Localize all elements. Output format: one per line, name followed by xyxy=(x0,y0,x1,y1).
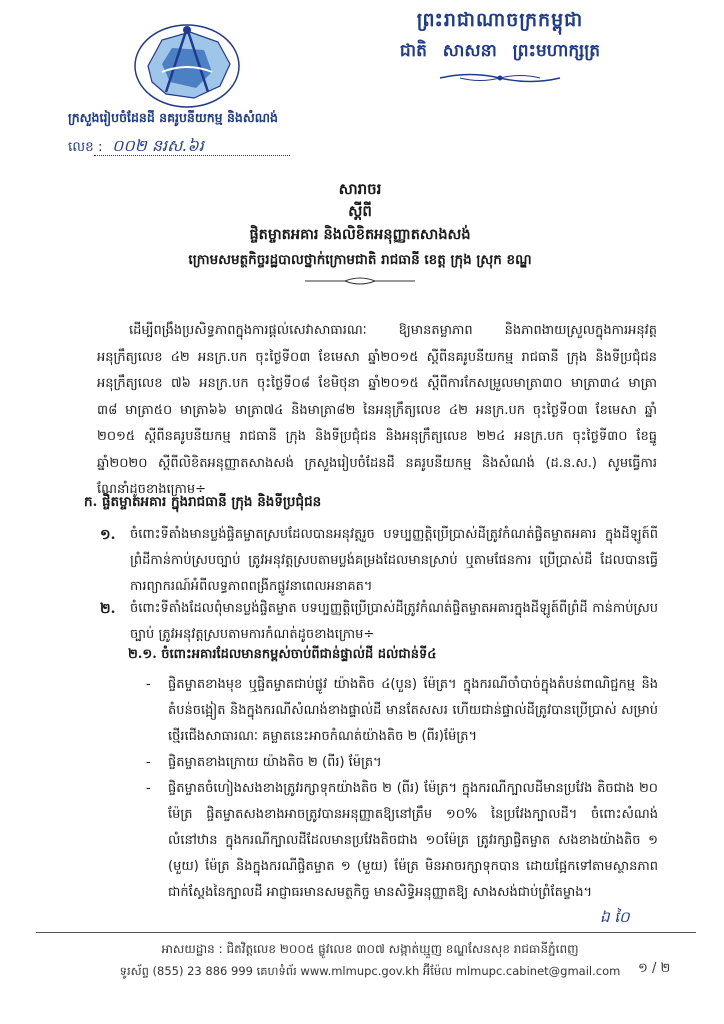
item-number: ២. xyxy=(100,601,116,617)
ref-value: ០០២ នរស.៦រ xyxy=(112,136,204,155)
ministry-name: ក្រសួងរៀបចំដែនដី នគរូបនីយកម្ម និងសំណង់ xyxy=(68,110,278,125)
footer-address: អាសយដ្ឋាន : ជិតវិត្តលេខ ២០០៥ ផ្លូវលេខ ៣០៧ សង្កាត់ឃ្មួញ ខណ្ឌសែនសុខ រាជធានីភ្នំពេញ xyxy=(161,942,579,956)
bullet-text: ផ្ចិតម្ចាតចំហៀងសងខាងត្រូវរក្សាទុកយ៉ាងតិច ២ (ពីរ) ម៉ែត្រ។ ក្នុងករណីក្បាលដីមានប្រវែង តិចជាង ២០ ម៉ែត្រ ផ្ចិតម្ចាតសងខាងអាចត្រូវបានអនុញ្ញាតឱ្យនៅត្រឹម ១០% នៃប្រវែងក្បាលដី។ ចំពោះសំណង់លំនៅឋាន ក្នុងករណីក្បាលដីដែលមានប្រវែងតិចជាង ១០ម៉ែត្រ ត្រូវរក្សាផ្ចិតម្ចាត សងខាងយ៉ាងតិច ១ (មួយ) ម៉ែត្រ និងក្នុងករណីផ្ចិតម្ចាត ១ (មួយ) ម៉ែត្រ មិនអាចរក្សាទុកបាន ដោយផ្អែកទៅតាមស្ថានភាពជាក់ស្តែងនៃក្បាលដី អាជ្ញាធរមានសមត្ថកិច្ច មានសិទ្ធិអនុញ្ញាតឱ្យ សាងសង់ជាប់ព្រំតែម្ខាង។ xyxy=(168,781,658,900)
item-text: ចំពោះទីតាំងមានប្លង់ផ្ចិតម្ចាតស្របដែលបានអនុវត្តរួច បទប្បញ្ញត្តិប្រើប្រាស់ដីត្រូវកំណត់ផ្ចិតម្ចាតអគារ ក្នុងដីឡូត៍ពីព្រំដីកាន់កាប់ស្របច្បាប់ ត្រូវអនុវត្តស្របតាមប្លង់គម្រងដែលមានស្រាប់ ឬតាមផែនការ ប្រើប្រាស់ដី ដែលបានធ្វើការព្យាករណ៍អំពីលទ្ធភាពពង្រីកផ្លូវនាពេលអនាគត។ xyxy=(130,527,658,594)
kingdom-title: ព្រះរាជាណាចក្រកម្ពុជា xyxy=(416,9,584,31)
title-circular: សារាចរ xyxy=(338,180,382,198)
title-regarding: ស្តីពី xyxy=(348,202,372,220)
kingdom-header xyxy=(280,8,720,85)
list-item xyxy=(100,522,658,600)
intro-paragraph: ដើម្បីពង្រឹងប្រសិទ្ធភាពក្នុងការផ្តល់សេវាសាធារណៈ ឱ្យមានតម្លាភាព និងភាពងាយស្រួលក្នុងការអនុវត្ត អនុក្រឹត្យលេខ ៤២ អនក្រ.បក ចុះថ្ងៃទី០៣ ខែមេសា ឆ្នាំ២០១៥ ស្តីពីនគរូបនីយកម្ម រាជធានី ក្រុង និងទីប្រជុំជន អនុក្រឹត្យលេខ ៧៦ អនក្រ.បក ចុះថ្ងៃទី០៨ ខែមិថុនា ឆ្នាំ២០១៥ ស្តីពីការកែសម្រួលមាត្រា៣០ មាត្រា៣៤ មាត្រា ៣៨ មាត្រា៥០ មាត្រា៦៦ មាត្រា៧៤ និងមាត្រា៨២ នៃអនុក្រឹត្យលេខ ៤២ អនក្រ.បក ចុះថ្ងៃទី០៣ ខែមេសា ឆ្នាំ ២០១៥ ស្តីពីនគរូបនីយកម្ម រាជធានី ក្រុង និងទីប្រជុំជន និងអនុក្រឹត្យលេខ ២២៤ អនក្រ.បក ចុះថ្ងៃទី៣០ ខែធ្នូ ឆ្នាំ២០២០ ស្តីពីលិខិតអនុញ្ញាតសាងសង់ ក្រសួងរៀបចំដែនដី នគរូបនីយកម្ម និងសំណង់ (ដ.ន.ស.) សូមធ្វើការណែនាំដូចខាងក្រោម÷ xyxy=(97,323,657,497)
bullet-text: ផ្ចិតម្ចាតខាងមុខ ឬផ្ចិតម្ចាតជាប់ផ្លូវ យ៉ាងតិច ៤(បួន) ម៉ែត្រ។ ក្នុងករណីចាំបាច់ក្នុងតំបន់ពាណិជ្ជកម្ម និងតំបន់ចង្អៀត និងក្នុងករណីសំណង់ខាងផ្ទាល់ដី មានតែសសរ ហើយជាន់ផ្ទាល់ដីត្រូវបានប្រើប្រាស់ សម្រាប់ថ្មើរជើងសាធារណៈ គម្លាតនេះអាចកំណត់យ៉ាងតិច ២ (ពីរ)ម៉ែត្រ។ xyxy=(168,677,658,744)
section-a-heading: ក. ផ្ចិតម្ចាតអគារ ក្នុងរាជធានី ក្រុង និងទីប្រជុំជន xyxy=(84,494,322,510)
footer-divider xyxy=(36,932,696,933)
ref-label: លេខ : xyxy=(68,139,103,155)
bullet-text: ផ្ចិតម្ចាតខាងក្រោយ យ៉ាងតិច ២ (ពីរ) ម៉ែត្រ។ xyxy=(168,755,382,770)
title-ornament xyxy=(305,276,415,286)
footer-contact: ទូរស័ព្ទ (855) 23 886 999 គេហទំព័រ www.mlmupc.gov.kh អ៊ីម៉ែល mlmupc.cabinet@gmail.com xyxy=(119,964,621,978)
ornament-divider xyxy=(430,71,570,85)
subsection-heading: ២.១. ចំពោះអគារដែលមានកម្ពស់ចាប់ពីជាន់ផ្ទាល់ដី ដល់ជាន់ទី៤ xyxy=(128,647,437,662)
list-item: - ផ្ចិតម្ចាតចំហៀងសងខាងត្រូវរក្សាទុកយ៉ាងតិច ២ (ពីរ) ម៉ែត្រ។ ក្នុងករណីក្បាលដីមានប្រវែង តិចជាង ២០ ម៉ែត្រ ផ្ចិតម្ចាតសងខាងអាចត្រូវបានអនុញ្ញាតឱ្យនៅត្រឹម ១០% នៃប្រវែងក្បាលដី។ ចំពោះសំណង់លំនៅឋាន ក្នុងករណីក្បាលដីដែលមានប្រវែងតិចជាង ១០ម៉ែត្រ ត្រូវរក្សាផ្ចិតម្ចាត សងខាងយ៉ាងតិច ១ (មួយ) ម៉ែត្រ និងក្នុងករណីផ្ចិតម្ចាត ១ (មួយ) ម៉ែត្រ មិនអាចរក្សាទុកបាន ដោយផ្អែកទៅតាមស្ថានភាពជាក់ស្តែងនៃក្បាលដី អាជ្ញាធរមានសមត្ថកិច្ច មានសិទ្ធិអនុញ្ញាតឱ្យ សាងសង់ជាប់ព្រំតែម្ខាង។ xyxy=(146,781,658,900)
title-subject: ផ្ចិតម្ចាតអគារ និងលិខិតអនុញ្ញាតសាងសង់ xyxy=(249,226,471,243)
list-item: - ផ្ចិតម្ចាតខាងមុខ ឬផ្ចិតម្ចាតជាប់ផ្លូវ យ៉ាងតិច ៤(បួន) ម៉ែត្រ។ ក្នុងករណីចាំបាច់ក្នុងតំបន់ពាណិជ្ជកម្ម និងតំបន់ចង្អៀត និងក្នុងករណីសំណង់ខាងផ្ទាល់ដី មានតែសសរ ហើយជាន់ផ្ទាល់ដីត្រូវបានប្រើប្រាស់ សម្រាប់ថ្មើរជើងសាធារណៈ គម្លាតនេះអាចកំណត់យ៉ាងតិច ២ (ពីរ)ម៉ែត្រ។ xyxy=(146,677,658,744)
page-number: ១ / ២ xyxy=(638,961,671,976)
handwritten-initials: ឯ ០ៃ xyxy=(600,908,630,926)
national-motto: ជាតិ សាសនា ព្រះមហាក្សត្រ xyxy=(399,41,601,61)
ministry-logo xyxy=(132,22,242,110)
item-text: ចំពោះទីតាំងដែលពុំមានប្លង់ផ្ចិតម្ចាត បទប្បញ្ញត្តិប្រើប្រាស់ដីត្រូវកំណត់ផ្ចិតម្ចាតអគារក្នុងដីឡូត៍ពីព្រំដី កាន់កាប់ស្របច្បាប់ ត្រូវអនុវត្តស្របតាមការកំណត់ដូចខាងក្រោម÷ xyxy=(130,601,658,642)
item-number: ១. xyxy=(100,527,116,543)
list-item: - ផ្ចិតម្ចាតខាងក្រោយ យ៉ាងតិច ២ (ពីរ) ម៉ែត្រ។ xyxy=(146,755,382,770)
reference-number xyxy=(68,138,298,162)
bullet-list xyxy=(146,672,658,906)
document-title xyxy=(60,178,660,286)
list-item xyxy=(100,596,658,648)
title-scope: ក្រោមសមត្ថកិច្ចរដ្ឋបាលថ្នាក់ក្រោមជាតិ រាជធានី ខេត្ត ក្រុង ស្រុក ខណ្ឌ xyxy=(188,252,532,268)
footer xyxy=(100,938,640,982)
